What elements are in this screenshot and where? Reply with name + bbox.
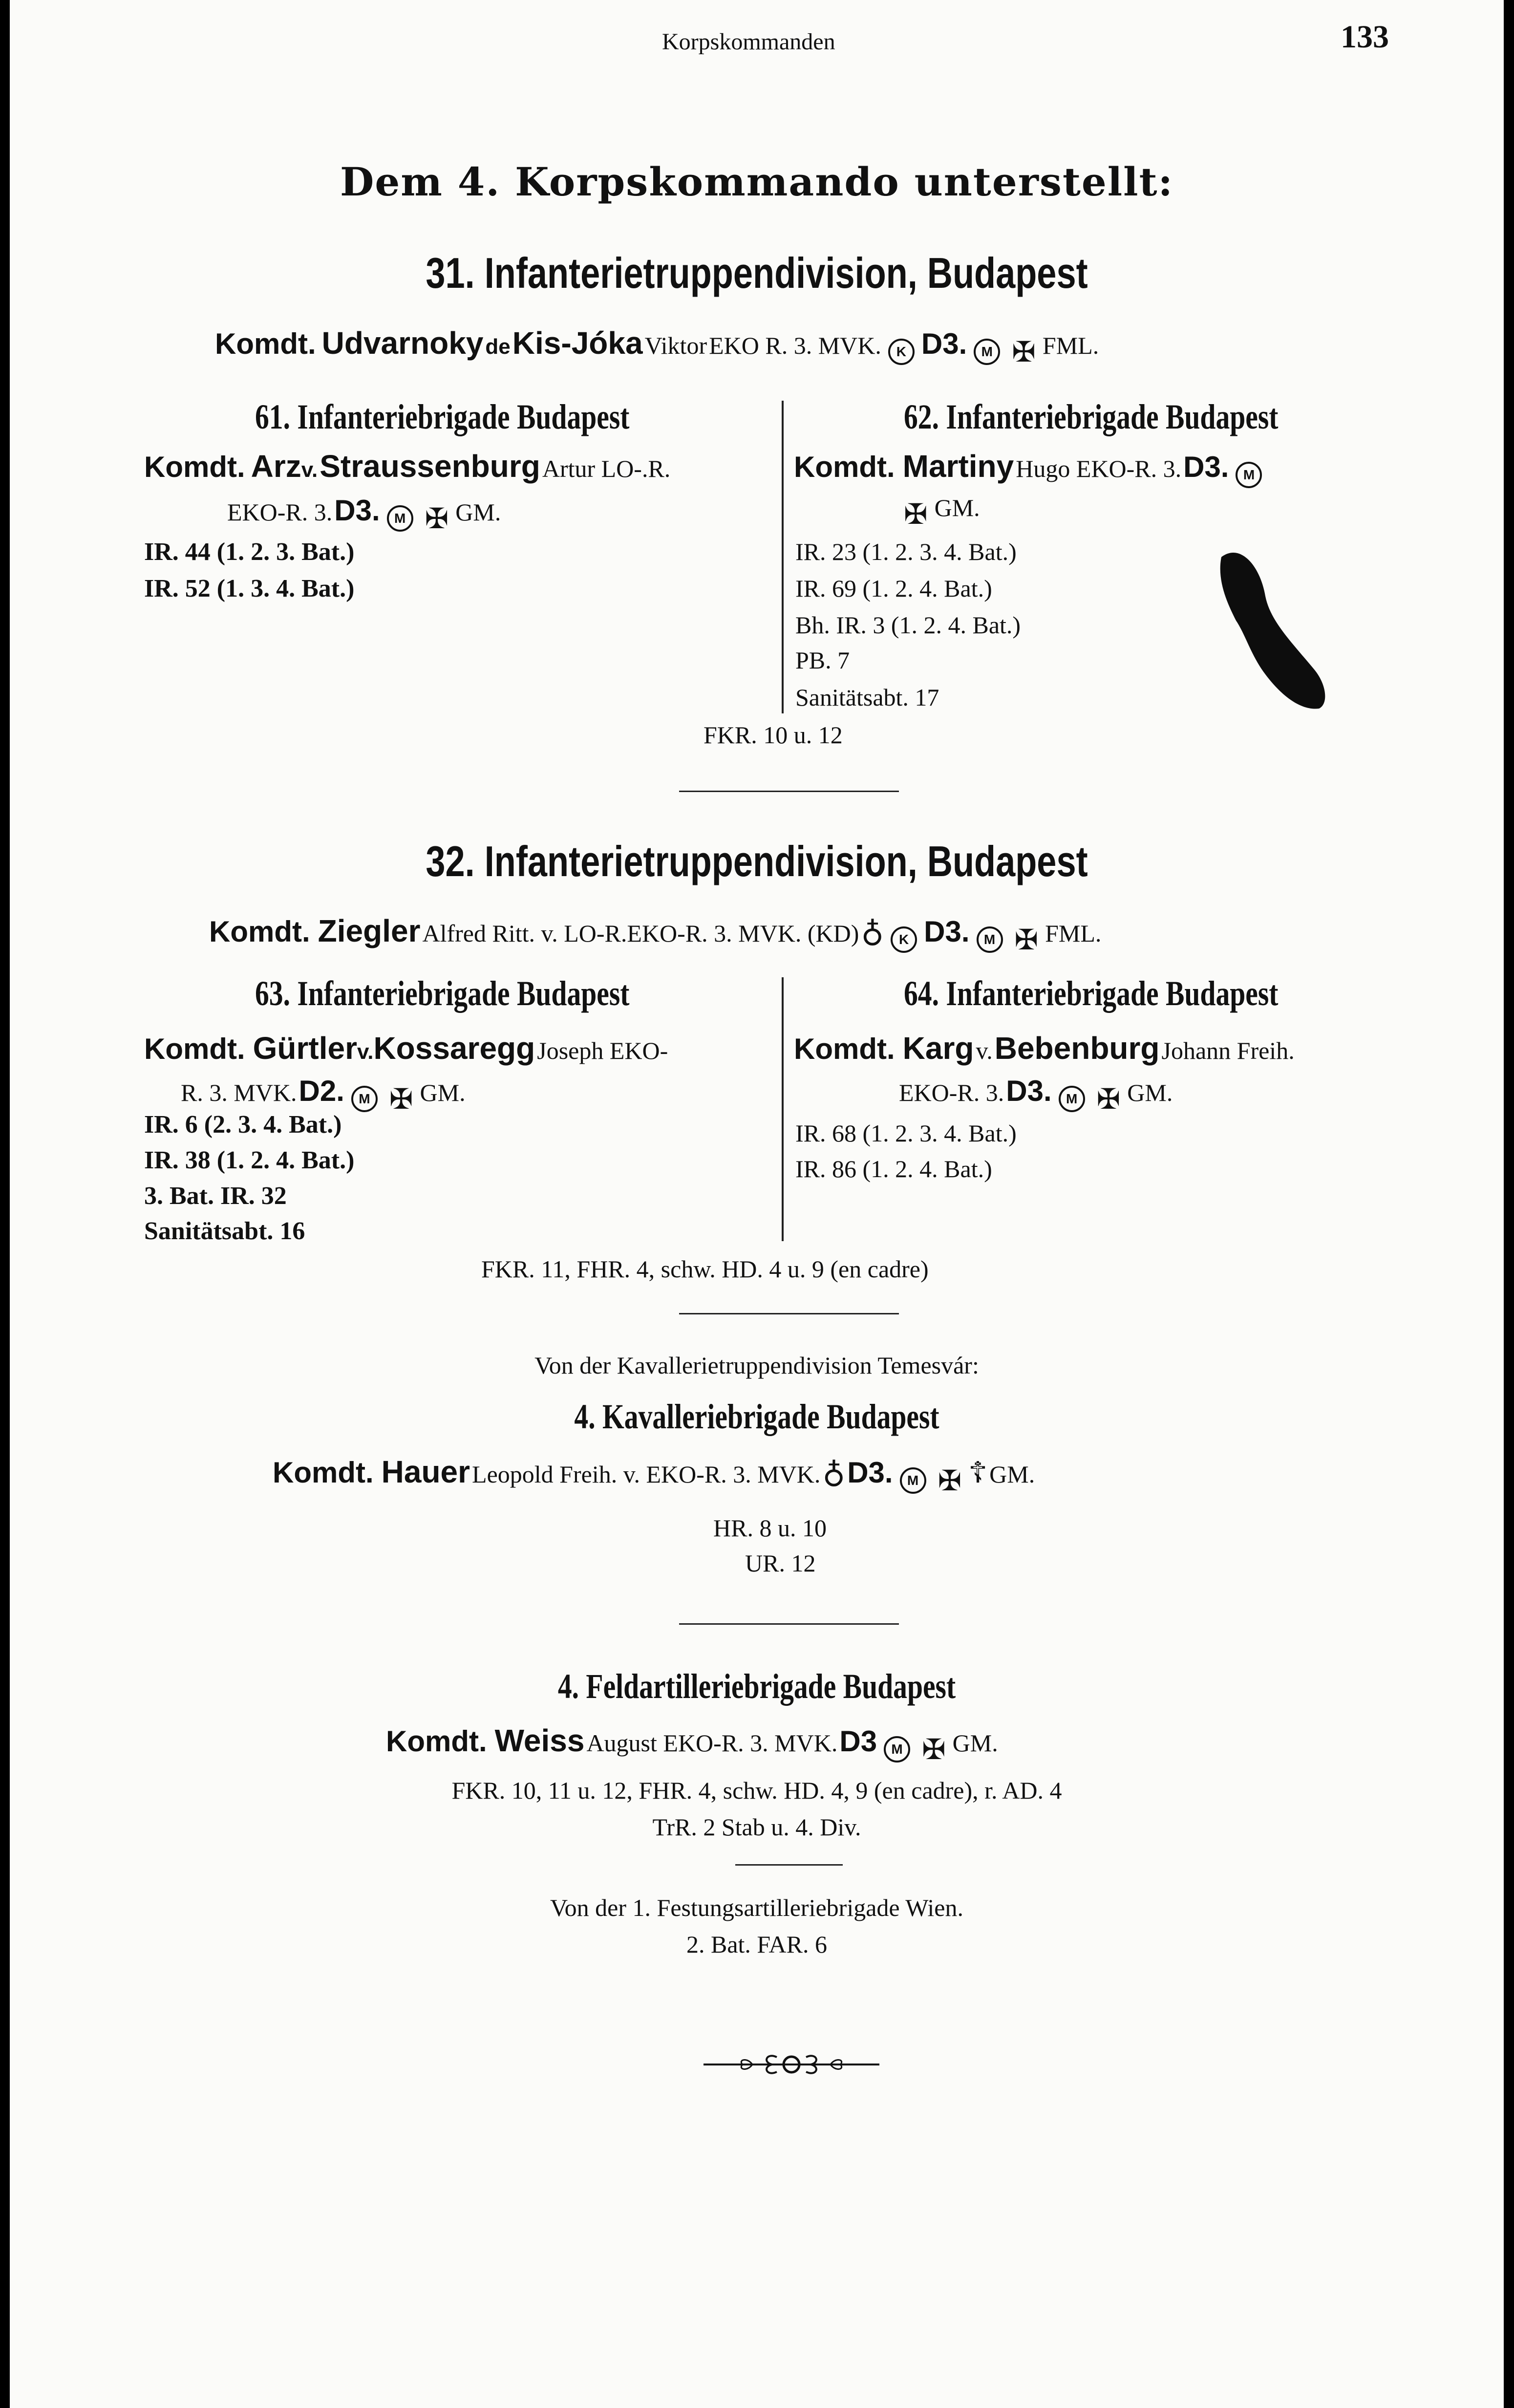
artillery-units-line-2: TrR. 2 Stab u. 4. Div. bbox=[652, 1813, 861, 1841]
decorations: EKO-R. 3. bbox=[899, 1079, 1004, 1106]
particle: v. bbox=[357, 1040, 374, 1064]
list-item: IR. 68 (1. 2. 3. 4. Bat.) bbox=[795, 1119, 1017, 1147]
cross-icon: ✠ bbox=[425, 503, 449, 535]
brigade-61-decorations bbox=[227, 494, 501, 535]
komdt-label: Komdt. bbox=[794, 451, 895, 483]
divider bbox=[735, 1864, 843, 1866]
komdt-label: Komdt. bbox=[209, 915, 310, 948]
komdt-label: Komdt. bbox=[794, 1032, 895, 1065]
brigade-62-rank bbox=[899, 494, 980, 531]
division-32-title: 32. Infanterietruppendivision, Budapest bbox=[426, 837, 1088, 885]
particle: v. bbox=[301, 458, 318, 482]
cross-icon: ✠ bbox=[922, 1734, 946, 1766]
rank: FML. bbox=[1042, 332, 1099, 359]
m-symbol-icon: M bbox=[387, 505, 413, 532]
division-31-commander bbox=[215, 325, 1099, 368]
m-symbol-icon: M bbox=[1236, 462, 1262, 488]
d3-label: D3. bbox=[1006, 1075, 1052, 1107]
artillery-units-line: FKR. 10, 11 u. 12, FHR. 4, schw. HD. 4, 9 (en cadre), r. AD. 4 bbox=[451, 1777, 1062, 1804]
m-symbol-icon: M bbox=[900, 1467, 926, 1494]
commander-predicate: Straussenburg bbox=[320, 449, 540, 484]
rank: GM. bbox=[952, 1729, 998, 1757]
m-symbol-icon: M bbox=[977, 926, 1003, 953]
division-32-troops: FKR. 11, FHR. 4, schw. HD. 4 u. 9 (en cadre) bbox=[481, 1255, 929, 1283]
artillery-brigade-title: 4. Feldartilleriebrigade Budapest bbox=[557, 1667, 956, 1706]
d3-label: D3. bbox=[1183, 451, 1229, 483]
decorations: EKO R. 3. MVK. bbox=[709, 332, 881, 359]
brigade-63-decorations bbox=[181, 1074, 466, 1116]
k-symbol-icon: K bbox=[888, 339, 915, 365]
commander-surname: Arz bbox=[251, 449, 301, 484]
bell-icon: ♁ bbox=[822, 1455, 846, 1489]
list-item: IR. 44 (1. 2. 3. Bat.) bbox=[144, 538, 355, 566]
page bbox=[10, 0, 1504, 2408]
d3-label: D3. bbox=[847, 1456, 893, 1489]
brigade-64-commander bbox=[794, 1030, 1295, 1066]
brigade-61-commander bbox=[144, 448, 670, 484]
line-rest: Leopold Freih. v. EKO-R. 3. MVK. bbox=[472, 1461, 821, 1488]
line1-rest: Joseph EKO- bbox=[537, 1037, 668, 1064]
komdt-label: Komdt. bbox=[386, 1725, 487, 1758]
dagger-icon: ☦ bbox=[968, 1457, 988, 1489]
list-item: Bh. IR. 3 (1. 2. 4. Bat.) bbox=[795, 611, 1021, 639]
komdt-label: Komdt. bbox=[144, 451, 245, 483]
division-32-commander bbox=[209, 913, 1101, 956]
d3-label: D3 bbox=[839, 1725, 877, 1758]
rank: GM. bbox=[934, 494, 980, 521]
list-item: IR. 23 (1. 2. 3. 4. Bat.) bbox=[795, 538, 1017, 565]
rank: GM. bbox=[989, 1461, 1035, 1488]
commander-surname: Karg bbox=[902, 1031, 974, 1066]
commander-surname: Hauer bbox=[381, 1454, 470, 1489]
list-item: IR. 38 (1. 2. 4. Bat.) bbox=[144, 1146, 355, 1174]
brigade-61-title: 61. Infanteriebrigade Budapest bbox=[255, 397, 630, 436]
cavalry-commander bbox=[273, 1454, 1035, 1497]
commander-surname: Weiss bbox=[494, 1723, 585, 1758]
particle: de bbox=[485, 335, 511, 359]
main-heading: Dem 4. Korpskommando unterstellt: bbox=[340, 159, 1174, 205]
komdt-label: Komdt. bbox=[144, 1032, 245, 1065]
divider bbox=[679, 1313, 899, 1314]
cross-icon: ✠ bbox=[1096, 1083, 1121, 1116]
fortress-artillery-unit: 2. Bat. FAR. 6 bbox=[686, 1931, 827, 1958]
line1-rest: Hugo EKO-R. 3. bbox=[1016, 455, 1182, 482]
list-item: HR. 8 u. 10 bbox=[713, 1514, 827, 1542]
line-rest: Alfred Ritt. v. LO-R.EKO-R. 3. MVK. (KD) bbox=[422, 920, 859, 947]
commander-predicate: Kis-Jóka bbox=[512, 325, 643, 361]
list-item: 3. Bat. IR. 32 bbox=[144, 1182, 287, 1210]
rank: FML. bbox=[1045, 920, 1102, 947]
commander-predicate: Bebenburg bbox=[994, 1031, 1160, 1066]
artillery-commander bbox=[386, 1722, 998, 1766]
brigade-62-title: 62. Infanteriebrigade Budapest bbox=[904, 397, 1279, 436]
rank: GM. bbox=[1127, 1079, 1173, 1106]
line1-rest: Artur LO-.R. bbox=[542, 455, 671, 482]
m-symbol-icon: M bbox=[1059, 1086, 1085, 1112]
column-divider bbox=[782, 977, 784, 1241]
commander-surname: Gürtler bbox=[253, 1031, 358, 1066]
commander-surname: Ziegler bbox=[318, 913, 421, 948]
cross-icon: ✠ bbox=[1012, 336, 1036, 368]
brigade-64-decorations bbox=[899, 1074, 1173, 1116]
line1-rest: Johann Freih. bbox=[1161, 1037, 1295, 1064]
division-31-title: 31. Infanterietruppendivision, Budapest bbox=[426, 249, 1088, 297]
commander-surname: Martiny bbox=[902, 449, 1014, 484]
m-symbol-icon: M bbox=[351, 1086, 378, 1112]
column-divider bbox=[782, 401, 784, 713]
ornament-icon bbox=[704, 2047, 879, 2082]
rank: GM. bbox=[455, 498, 501, 526]
commander-firstname: Viktor bbox=[644, 332, 707, 359]
particle: v. bbox=[976, 1037, 993, 1064]
m-symbol-icon: M bbox=[884, 1736, 910, 1763]
brigade-62-commander bbox=[794, 448, 1267, 488]
list-item: UR. 12 bbox=[745, 1549, 816, 1577]
k-symbol-icon: K bbox=[891, 926, 917, 953]
cavalry-brigade-title: 4. Kavalleriebrigade Budapest bbox=[574, 1397, 939, 1436]
list-item: Sanitätsabt. 17 bbox=[795, 684, 939, 711]
cross-icon: ✠ bbox=[389, 1083, 413, 1116]
commander-surname: Udvarnoky bbox=[321, 325, 484, 361]
line-rest: August EKO-R. 3. MVK. bbox=[586, 1729, 838, 1757]
m-symbol-icon: M bbox=[974, 339, 1000, 365]
divider bbox=[679, 1623, 899, 1625]
list-item: Sanitätsabt. 16 bbox=[144, 1217, 305, 1245]
cross-icon: ✠ bbox=[1014, 924, 1039, 956]
d2-label: D2. bbox=[299, 1075, 344, 1107]
list-item: PB. 7 bbox=[795, 646, 850, 674]
decorations: R. 3. MVK. bbox=[181, 1079, 297, 1106]
cross-icon: ✠ bbox=[938, 1465, 962, 1497]
division-31-fkr: FKR. 10 u. 12 bbox=[704, 721, 843, 749]
ink-blot-icon bbox=[1212, 538, 1343, 713]
list-item: IR. 52 (1. 3. 4. Bat.) bbox=[144, 575, 355, 602]
d3-label: D3. bbox=[924, 915, 970, 948]
divider bbox=[679, 791, 899, 792]
running-title: Korpskommanden bbox=[662, 29, 835, 55]
cavalry-intro: Von der Kavallerietruppendivision Temesvár: bbox=[534, 1352, 979, 1379]
rank: GM. bbox=[420, 1079, 466, 1106]
komdt-label: Komdt. bbox=[215, 327, 316, 360]
brigade-63-title: 63. Infanteriebrigade Budapest bbox=[255, 974, 630, 1013]
brigade-63-commander bbox=[144, 1030, 668, 1066]
brigade-64-title: 64. Infanteriebrigade Budapest bbox=[904, 974, 1279, 1013]
komdt-label: Komdt. bbox=[273, 1456, 374, 1489]
list-item: IR. 69 (1. 2. 4. Bat.) bbox=[795, 575, 992, 602]
commander-predicate: Kossaregg bbox=[373, 1031, 535, 1066]
page-number: 133 bbox=[1341, 19, 1389, 55]
d3-label: D3. bbox=[921, 327, 967, 360]
bell-icon: ♁ bbox=[861, 914, 884, 948]
list-item: IR. 86 (1. 2. 4. Bat.) bbox=[795, 1155, 992, 1182]
fortress-artillery-line: Von der 1. Festungsartilleriebrigade Wien. bbox=[550, 1894, 963, 1921]
cross-icon: ✠ bbox=[904, 498, 928, 531]
d3-label: D3. bbox=[334, 494, 380, 527]
list-item: IR. 6 (2. 3. 4. Bat.) bbox=[144, 1111, 342, 1139]
decorations: EKO-R. 3. bbox=[227, 498, 333, 526]
